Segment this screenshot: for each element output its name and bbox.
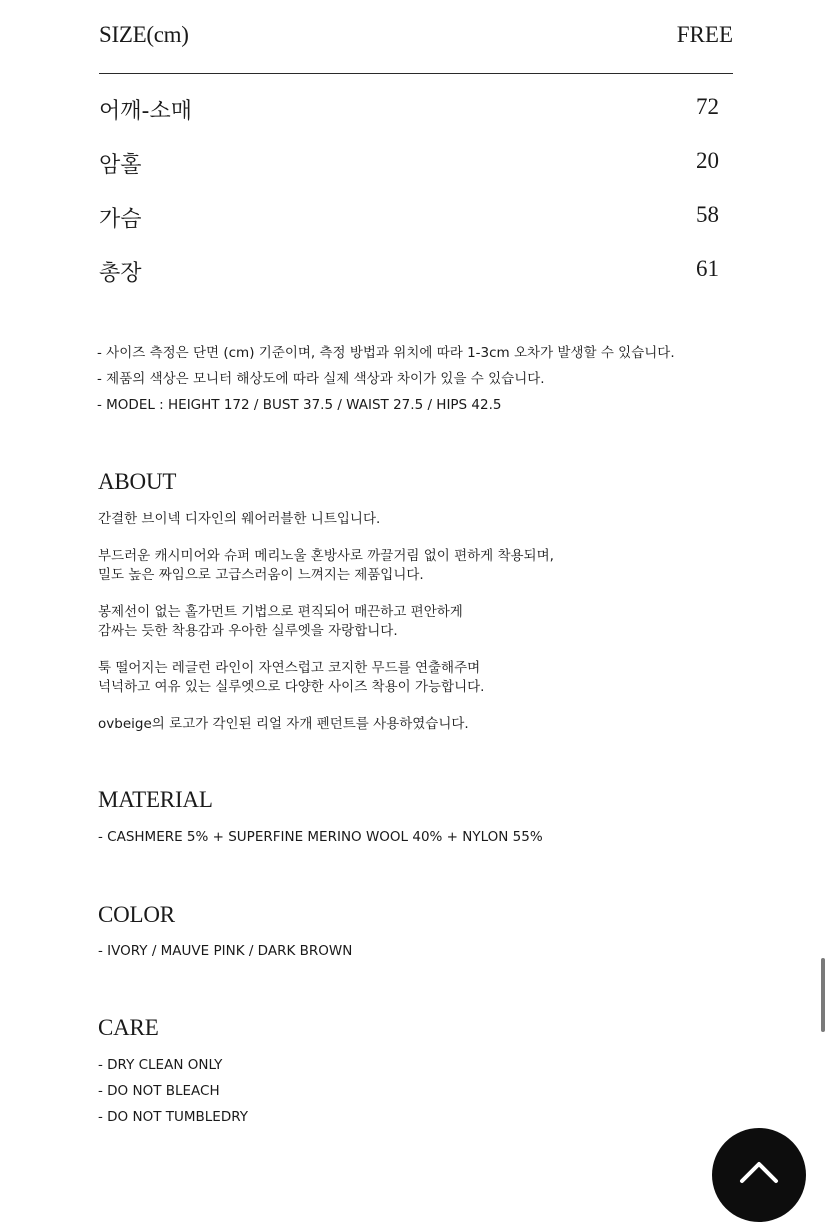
care-title: CARE: [98, 1015, 159, 1040]
size-row-value: 72: [696, 94, 719, 119]
size-row-shoulder-sleeve: [99, 94, 719, 148]
size-row-length: [99, 256, 719, 310]
size-row-value: 20: [696, 148, 719, 173]
size-row-name: 총장: [99, 261, 142, 286]
scrollbar-thumb[interactable]: [821, 958, 825, 1032]
size-header-value: FREE: [676, 22, 733, 47]
size-row-name: 어깨-소매: [99, 99, 192, 124]
about-line: 밀도 높은 짜임으로 고급스러움이 느껴지는 제품입니다.: [98, 567, 424, 583]
material-line: - CASHMERE 5% + SUPERFINE MERINO WOOL 40% + NYLON 55%: [98, 829, 543, 845]
material-section: [98, 824, 758, 850]
color-section: [98, 938, 758, 964]
care-line: - DRY CLEAN ONLY: [98, 1057, 223, 1073]
about-paragraph: [98, 715, 758, 734]
about-title: ABOUT: [98, 469, 177, 494]
about-line: ovbeige의 로고가 각인된 리얼 자개 펜던트를 사용하였습니다.: [98, 716, 469, 732]
about-paragraph: [98, 510, 758, 529]
care-line: - DO NOT BLEACH: [98, 1083, 220, 1099]
about-line: 봉제선이 없는 홀가먼트 기법으로 편직되어 매끈하고 편안하게: [98, 604, 463, 620]
about-line: 간결한 브이넥 디자인의 웨어러블한 니트입니다.: [98, 511, 381, 527]
about-line: 부드러운 캐시미어와 슈퍼 메리노울 혼방사로 까끌거림 없이 편하게 착용되며,: [98, 548, 554, 564]
size-row-value: 58: [696, 202, 719, 227]
size-row-value: 61: [696, 256, 719, 281]
scroll-to-top-button[interactable]: [712, 1128, 806, 1222]
color-line: - IVORY / MAUVE PINK / DARK BROWN: [98, 943, 353, 959]
about-section: [98, 510, 758, 752]
size-row-name: 가슴: [99, 207, 142, 232]
size-row-chest: [99, 202, 719, 256]
about-paragraph: [98, 547, 758, 585]
about-paragraph: [98, 659, 758, 697]
care-section: [98, 1052, 758, 1130]
care-line: - DO NOT TUMBLEDRY: [98, 1109, 248, 1125]
about-line: 넉넉하고 여유 있는 실루엣으로 다양한 사이즈 착용이 가능합니다.: [98, 679, 485, 695]
chevron-up-icon: [739, 1160, 779, 1184]
size-row-armhole: [99, 148, 719, 202]
size-table-header: [99, 22, 733, 54]
color-title: COLOR: [98, 902, 175, 927]
note-line: - MODEL : HEIGHT 172 / BUST 37.5 / WAIST 27.5 / HIPS 42.5: [97, 397, 502, 413]
about-paragraph: [98, 603, 758, 641]
size-table: [99, 94, 719, 310]
note-line: - 사이즈 측정은 단면 (cm) 기준이며, 측정 방법과 위치에 따라 1-3cm 오차가 발생할 수 있습니다.: [97, 345, 675, 361]
material-title: MATERIAL: [98, 787, 213, 812]
size-row-name: 암홀: [99, 153, 142, 178]
size-notes: [97, 340, 757, 418]
size-header-label: SIZE(cm): [99, 22, 189, 47]
note-line: - 제품의 색상은 모니터 해상도에 따라 실제 색상과 차이가 있을 수 있습니다.: [97, 371, 545, 387]
about-line: 감싸는 듯한 착용감과 우아한 실루엣을 자랑합니다.: [98, 623, 398, 639]
about-line: 툭 떨어지는 레글런 라인이 자연스럽고 코지한 무드를 연출해주며: [98, 660, 481, 676]
size-table-divider: [99, 73, 733, 74]
